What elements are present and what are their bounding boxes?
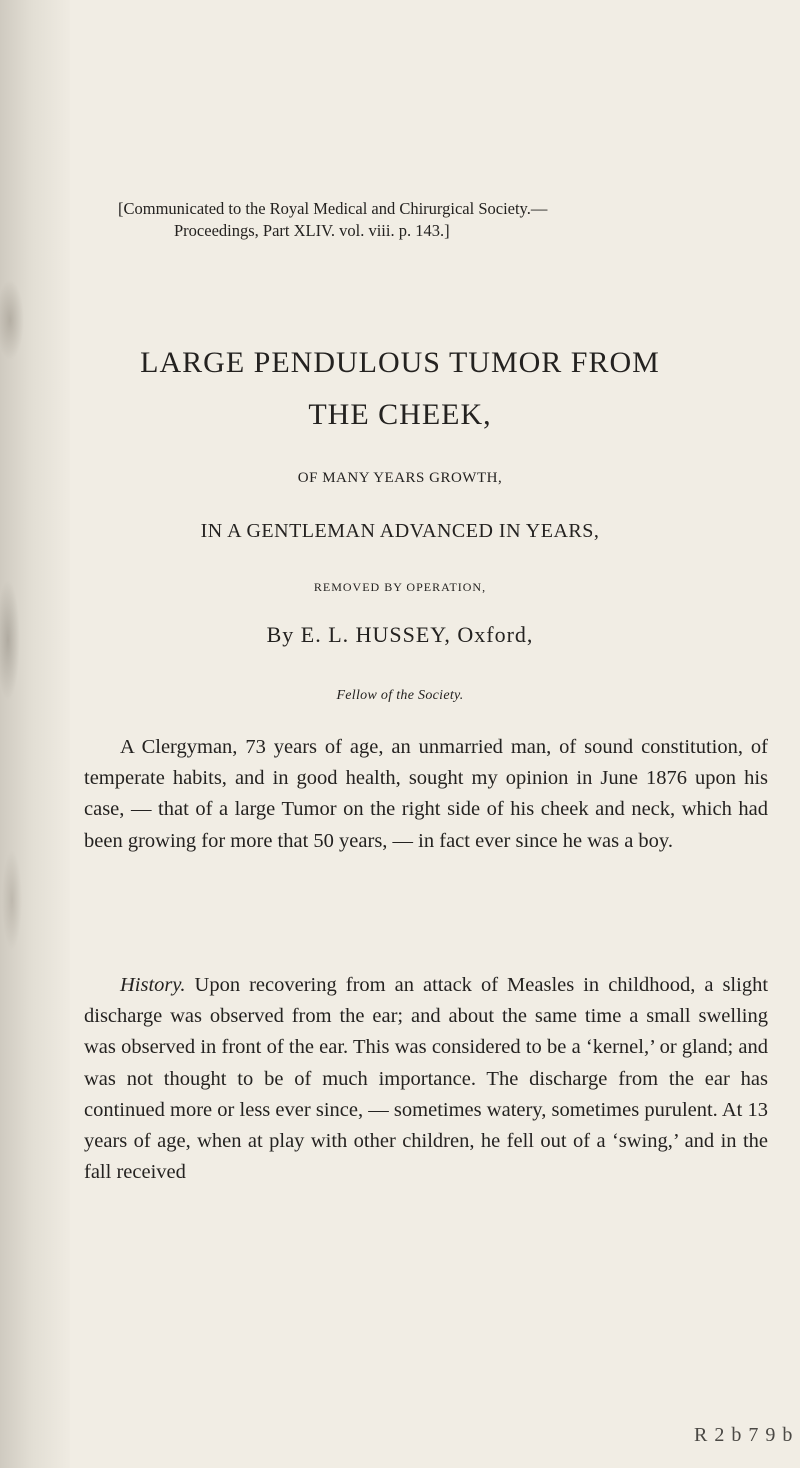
page-gutter-stains	[0, 0, 40, 1468]
header-note-line1: [Communicated to the Royal Medical and Chirurgical Society.—	[118, 199, 548, 218]
paragraph-2-label: History.	[120, 974, 186, 996]
byline	[0, 622, 800, 648]
byline-affiliation: Fellow of the Society.	[336, 688, 464, 703]
header-note	[118, 198, 718, 242]
body-paragraph-2	[84, 970, 768, 1188]
title-line2: THE CHEEK,	[308, 398, 492, 431]
body-paragraph-1: A Clergyman, 73 years of age, an unmarried man, of sound constitution, of temperate habits, and in good health, sought my opinion in June 1876 upon his case, — that of a large Tumor on the right side of his cheek and neck, which had been growing for more that 50 years, — in fact ever since he was a boy.	[84, 736, 768, 852]
header-note-line2: Proceedings, Part XLIV. vol. viii. p. 143.]	[174, 221, 450, 240]
byline-by: By	[266, 622, 295, 647]
byline-place: Oxford,	[457, 622, 534, 647]
subtitle-line1: OF MANY YEARS GROWTH,	[297, 470, 503, 486]
subtitle-line3: REMOVED BY OPERATION,	[313, 580, 487, 594]
subtitle-line2: IN A GENTLEMAN ADVANCED IN YEARS,	[200, 520, 600, 542]
page-mark: R 2 b 7 9 b	[694, 1424, 794, 1446]
byline-author: E. L. HUSSEY,	[300, 622, 451, 647]
paragraph-2-text: Upon recovering from an attack of Measles in childhood, a slight discharge was observed from the ear; and about the same time a small swelling was observed in front of the ear. This was considered to be a ‘kernel,’ or gland; and was not thought to be of much importance. The discharge from the ear has continued more or less ever since, — sometimes watery, sometimes purulent. At 13 years of age, when at play with other children, he fell out of a ‘swing,’ and in the fall received	[84, 974, 769, 1184]
title-line1: LARGE PENDULOUS TUMOR FROM	[140, 346, 660, 379]
